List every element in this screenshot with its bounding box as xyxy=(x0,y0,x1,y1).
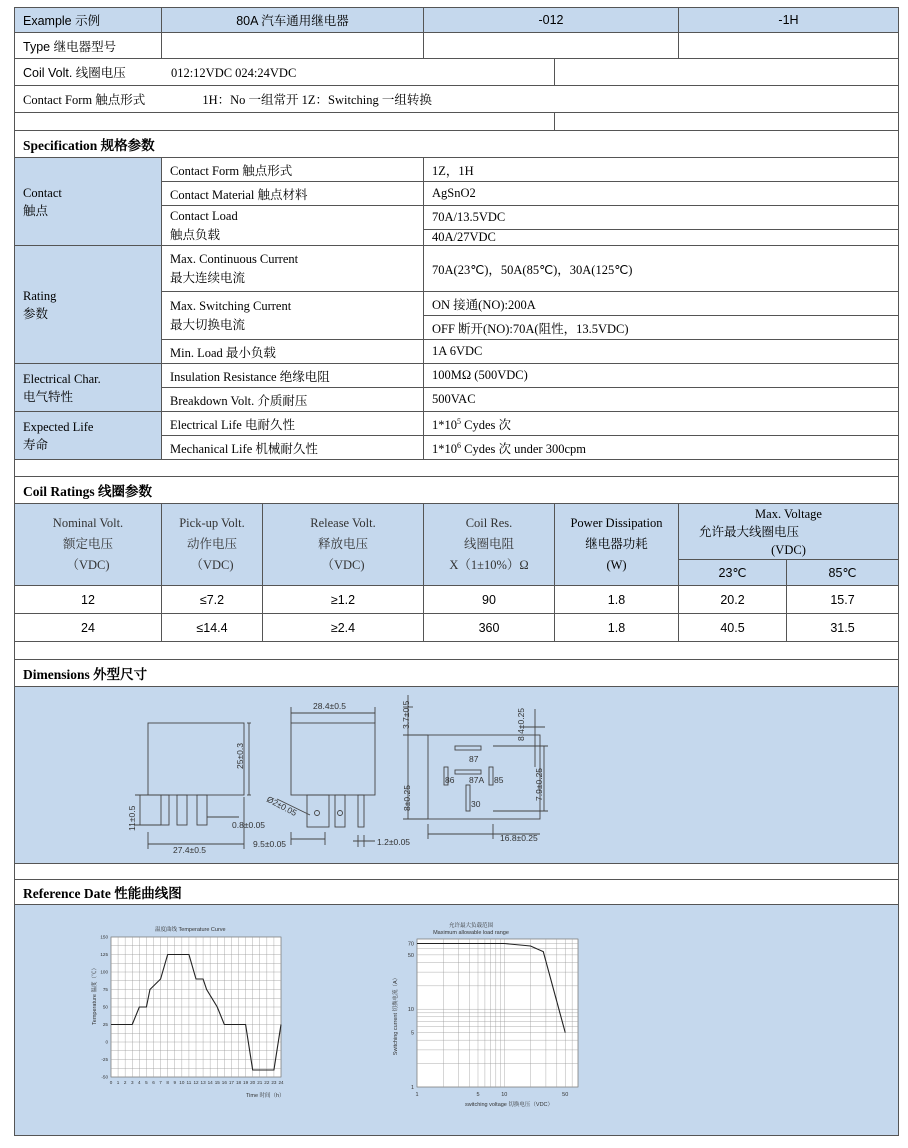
release-h-zh: 释放电压 xyxy=(317,537,368,551)
rating-group xyxy=(15,246,162,364)
coil-cell: 40.5 xyxy=(679,614,787,642)
contact-load-label-en: Contact Load xyxy=(170,208,238,223)
coil-header-23c: 23℃ xyxy=(679,560,787,586)
coil-row xyxy=(15,614,899,642)
chart1-x-tick: 4 xyxy=(138,1080,141,1085)
contact-load-value-1: 70A/13.5VDC xyxy=(424,206,899,230)
chart1-x-tick: 22 xyxy=(264,1080,270,1085)
chart1-x-tick: 3 xyxy=(130,1080,134,1085)
breakdown-value: 500VAC xyxy=(424,388,899,412)
pin-slot-85 xyxy=(489,767,493,785)
chart2-subtitle: Maximum allowable load range xyxy=(433,930,509,936)
insulation-value: 100MΩ (500VDC) xyxy=(424,364,899,388)
chart2-y-tick: 1 xyxy=(410,1085,414,1091)
max-cont-label xyxy=(162,246,424,292)
power-h-unit: (W) xyxy=(606,558,627,572)
coil-header-res xyxy=(424,504,555,586)
blank-row-2 xyxy=(15,460,899,477)
chart2-y-tick: 70 xyxy=(407,941,414,948)
max-cont-value: 70A(23℃)，50A(85℃)，30A(125℃) xyxy=(424,246,899,292)
dim-pin-w: 1.2±0.05 xyxy=(377,837,411,847)
res-h-unit: X（1±10%）Ω xyxy=(449,558,529,572)
dim-v1: 3.7±0.5 xyxy=(401,700,411,729)
load-range-chart xyxy=(391,921,578,1108)
mech-life-base: 1*10 xyxy=(432,441,457,456)
coil-volt-value: 012:12VDC 024:24VDC xyxy=(170,66,297,80)
pickup-h-en: Pick-up Volt. xyxy=(179,516,245,530)
elec-char-en: Electrical Char. xyxy=(23,371,101,386)
chart1-x-tick: 23 xyxy=(271,1080,277,1085)
max-switch-on: ON 接通(NO):200A xyxy=(424,292,899,316)
coil-title: Coil Ratings 线圈参数 xyxy=(15,477,899,504)
rating-group-zh: 参数 xyxy=(23,306,49,321)
dim-pin-thk: 0.8±0.05 xyxy=(232,820,266,830)
pin-label-87a: 87A xyxy=(469,775,485,785)
res-h-en: Coil Res. xyxy=(465,516,513,530)
example-label: Example 示例 xyxy=(15,8,162,33)
chart1-x-tick: 8 xyxy=(166,1080,169,1085)
coil-cell: 20.2 xyxy=(679,586,787,614)
front-pin xyxy=(177,795,187,825)
chart1-x-tick: 0 xyxy=(109,1080,113,1085)
dim-hole: Ø2±0.05 xyxy=(265,793,299,819)
dim-width-top: 28.4±0.5 xyxy=(313,701,347,711)
chart1-x-tick: 13 xyxy=(200,1080,206,1085)
chart1-x-tick: 14 xyxy=(207,1080,213,1085)
chart1-y-tick: 75 xyxy=(102,987,108,993)
chart1-y-tick: 25 xyxy=(102,1022,108,1028)
chart1-x-tick: 16 xyxy=(221,1080,227,1085)
reference-panel xyxy=(15,905,899,1136)
dim-v3: 7.9±0.25 xyxy=(534,767,544,801)
coil-header-pickup xyxy=(162,504,263,586)
insulation-label: Insulation Resistance 绝缘电阻 xyxy=(162,364,424,388)
chart1-y-tick: -50 xyxy=(101,1074,108,1080)
coil-volt-label: Coil Volt. 线圈电压 xyxy=(23,66,126,80)
model-code-2: -1H xyxy=(679,8,899,33)
breakdown-label: Breakdown Volt. 介质耐压 xyxy=(162,388,424,412)
contact-material-value: AgSnO2 xyxy=(424,182,899,206)
rating-group-en: Rating xyxy=(23,288,57,303)
type-code-2 xyxy=(679,33,899,59)
contact-group xyxy=(15,158,162,246)
chart2-y-tick: 50 xyxy=(407,952,414,959)
elec-char-zh: 电气特性 xyxy=(23,389,74,404)
chart1-x-tick: 15 xyxy=(214,1080,220,1085)
max-cont-label-zh: 最大连续电流 xyxy=(170,270,246,285)
dim-bottom: 16.8±0.25 xyxy=(500,833,538,843)
mech-life-value xyxy=(424,436,899,460)
chart2-ylabel: Switching current 切换电流（A） xyxy=(393,974,399,1056)
pickup-h-unit: （VDC) xyxy=(190,558,234,572)
contact-form-row xyxy=(15,86,899,113)
reference-title: Reference Date 性能曲线图 xyxy=(15,880,899,905)
pin-label-86: 86 xyxy=(445,775,455,785)
release-h-unit: （VDC) xyxy=(321,558,365,572)
elec-life-value xyxy=(424,412,899,436)
coil-cell: 1.8 xyxy=(555,614,679,642)
side-pin xyxy=(335,795,345,827)
dimensions-panel xyxy=(15,687,899,864)
temperature-chart xyxy=(90,925,285,1099)
chart1-x-tick: 2 xyxy=(123,1080,127,1085)
front-pin xyxy=(161,795,169,825)
nominal-h-zh: 额定电压 xyxy=(62,537,113,551)
dimensions-drawing xyxy=(15,687,899,859)
elec-char-group xyxy=(15,364,162,412)
coil-cell: 12 xyxy=(15,586,162,614)
coil-cell: ≥2.4 xyxy=(263,614,424,642)
chart1-ylabel: Temperature 温度（℃） xyxy=(92,965,98,1025)
dim-v4: 8±0.25 xyxy=(402,785,412,811)
coil-cell: 24 xyxy=(15,614,162,642)
power-h-en: Power Dissipation xyxy=(570,516,663,530)
relay-side-body xyxy=(291,723,375,795)
coil-cell: 31.5 xyxy=(787,614,899,642)
contact-form-value: 1H：No 一组常开 1Z：Switching 一组转换 xyxy=(202,93,432,107)
chart1-x-tick: 24 xyxy=(278,1080,284,1085)
max-cont-label-en: Max. Continuous Current xyxy=(170,251,299,266)
chart1-x-tick: 18 xyxy=(235,1080,242,1085)
chart1-x-tick: 20 xyxy=(250,1080,256,1085)
blank-row-3 xyxy=(15,642,899,660)
dim-depth: 9.5±0.05 xyxy=(253,839,287,849)
nominal-h-en: Nominal Volt. xyxy=(52,516,124,530)
coil-cell: 1.8 xyxy=(555,586,679,614)
front-pin xyxy=(197,795,207,825)
chart1-y-tick: 0 xyxy=(105,1039,108,1045)
min-load-label: Min. Load 最小负载 xyxy=(162,340,424,364)
chart1-y-tick: 50 xyxy=(102,1004,108,1010)
max-switch-label-zh: 最大切换电流 xyxy=(170,317,246,332)
chart1-y-tick: 125 xyxy=(100,952,108,958)
chart1-x-tick: 11 xyxy=(186,1080,192,1085)
coil-cell: 15.7 xyxy=(787,586,899,614)
max-switch-label xyxy=(162,292,424,340)
chart1-y-tick: 150 xyxy=(100,934,108,940)
chart1-x-tick: 19 xyxy=(243,1080,249,1085)
power-h-zh: 继电器功耗 xyxy=(585,537,648,551)
coil-volt-code xyxy=(555,59,899,86)
chart2-x-tick: 10 xyxy=(501,1092,508,1098)
contact-form-value-2: 1Z，1H xyxy=(424,158,899,182)
life-zh: 寿命 xyxy=(23,437,49,452)
type-label: Type 继电器型号 xyxy=(15,33,162,59)
contact-load-label-zh: 触点负载 xyxy=(170,227,221,242)
chart2-xlabel: switching voltage 切换电压（VDC） xyxy=(464,1102,554,1108)
chart1-x-tick: 5 xyxy=(145,1080,148,1085)
side-pin xyxy=(358,795,364,827)
coil-header-nominal xyxy=(15,504,162,586)
coil-cell: 360 xyxy=(424,614,555,642)
pin-slot-30 xyxy=(466,785,470,811)
coil-cell: 90 xyxy=(424,586,555,614)
chart2-plot-area xyxy=(417,939,578,1087)
chart1-x-tick: 21 xyxy=(257,1080,263,1085)
coil-header-85c: 85℃ xyxy=(787,560,899,586)
blank-row-left xyxy=(15,113,555,131)
chart1-x-tick: 1 xyxy=(116,1080,120,1085)
contact-form-label: Contact Form 触点形式 xyxy=(23,93,146,107)
chart1-x-tick: 9 xyxy=(173,1080,177,1085)
life-en: Expected Life xyxy=(23,419,94,434)
coil-volt-row xyxy=(15,59,555,86)
product-name: 80A 汽车通用继电器 xyxy=(162,8,424,33)
pin-slot-87 xyxy=(455,746,481,750)
coil-cell: ≤14.4 xyxy=(162,614,263,642)
chart2-y-tick: 5 xyxy=(410,1030,414,1037)
min-load-value: 1A 6VDC xyxy=(424,340,899,364)
chart1-y-tick: -25 xyxy=(101,1057,108,1063)
nominal-h-unit: （VDC) xyxy=(66,558,110,572)
elec-life-exp: 5 xyxy=(457,416,461,426)
res-h-zh: 线圈电阻 xyxy=(463,537,514,551)
coil-cell: ≥1.2 xyxy=(263,586,424,614)
chart2-x-tick: 50 xyxy=(562,1092,569,1098)
contact-material-label: Contact Material 触点材料 xyxy=(162,182,424,206)
model-code-1: -012 xyxy=(424,8,679,33)
chart1-y-tick: 100 xyxy=(100,969,108,975)
maxv-h-en: Max. Voltage xyxy=(755,506,822,521)
chart2-y-tick: 10 xyxy=(407,1007,414,1014)
reference-charts xyxy=(15,905,899,1131)
coil-header-release xyxy=(263,504,424,586)
chart2-x-tick: 1 xyxy=(415,1092,419,1098)
chart1-x-tick: 17 xyxy=(228,1080,234,1085)
mech-life-exp: 6 xyxy=(457,440,461,450)
dim-height: 25±0.3 xyxy=(235,743,245,769)
blank-row-4 xyxy=(15,864,899,880)
chart1-x-tick: 10 xyxy=(179,1080,185,1085)
maxv-h-unit: (VDC) xyxy=(771,542,806,557)
chart1-x-tick: 6 xyxy=(152,1080,155,1085)
pickup-h-zh: 动作电压 xyxy=(186,537,237,551)
release-h-en: Release Volt. xyxy=(310,516,376,530)
maxv-h-zh: 允许最大线圈电压 xyxy=(699,524,800,539)
chart1-x-tick: 7 xyxy=(159,1080,162,1085)
dim-pin: 11±0.5 xyxy=(127,805,137,831)
pin-label-30: 30 xyxy=(471,799,481,809)
max-switch-off: OFF 断开(NO):70A(阻性，13.5VDC) xyxy=(424,316,899,340)
chart2-x-tick: 5 xyxy=(476,1092,480,1098)
mech-life-tail: Cydes 次 under 300cpm xyxy=(461,441,586,456)
dimensions-title: Dimensions 外型尺寸 xyxy=(15,660,899,687)
elec-life-base: 1*10 xyxy=(432,417,457,432)
chart1-x-tick: 12 xyxy=(193,1080,199,1085)
contact-group-zh: 触点 xyxy=(23,203,49,218)
chart1-xlabel: Time 时间（h） xyxy=(246,1093,285,1099)
spec-title: Specification 规格参数 xyxy=(15,131,899,158)
coil-header-maxv xyxy=(679,504,899,560)
contact-group-en: Contact xyxy=(23,185,62,200)
dim-v2: 8.4±0.25 xyxy=(516,707,526,741)
coil-cell: ≤7.2 xyxy=(162,586,263,614)
spec-table xyxy=(14,7,899,1136)
chart1-title: 温度曲线 Temperature Curve xyxy=(155,927,226,933)
type-value xyxy=(162,33,424,59)
elec-life-label: Electrical Life 电耐久性 xyxy=(162,412,424,436)
pin-slot-87a xyxy=(455,770,481,774)
chart2-title: 允许最大负载范围 xyxy=(448,923,494,929)
blank-row-right xyxy=(555,113,899,131)
type-code-1 xyxy=(424,33,679,59)
mech-life-label: Mechanical Life 机械耐久性 xyxy=(162,436,424,460)
dim-base: 27.4±0.5 xyxy=(173,845,207,855)
life-group xyxy=(15,412,162,460)
pin-label-85: 85 xyxy=(494,775,504,785)
datasheet xyxy=(14,7,898,1136)
coil-header-power xyxy=(555,504,679,586)
relay-front-body xyxy=(148,723,244,795)
contact-load-value-2: 40A/27VDC xyxy=(424,230,899,246)
contact-load-label xyxy=(162,206,424,246)
contact-form-label-2: Contact Form 触点形式 xyxy=(162,158,424,182)
max-switch-label-en: Max. Switching Current xyxy=(170,298,292,313)
pin-label-87: 87 xyxy=(469,754,479,764)
coil-row xyxy=(15,586,899,614)
elec-life-tail: Cydes 次 xyxy=(461,417,512,432)
